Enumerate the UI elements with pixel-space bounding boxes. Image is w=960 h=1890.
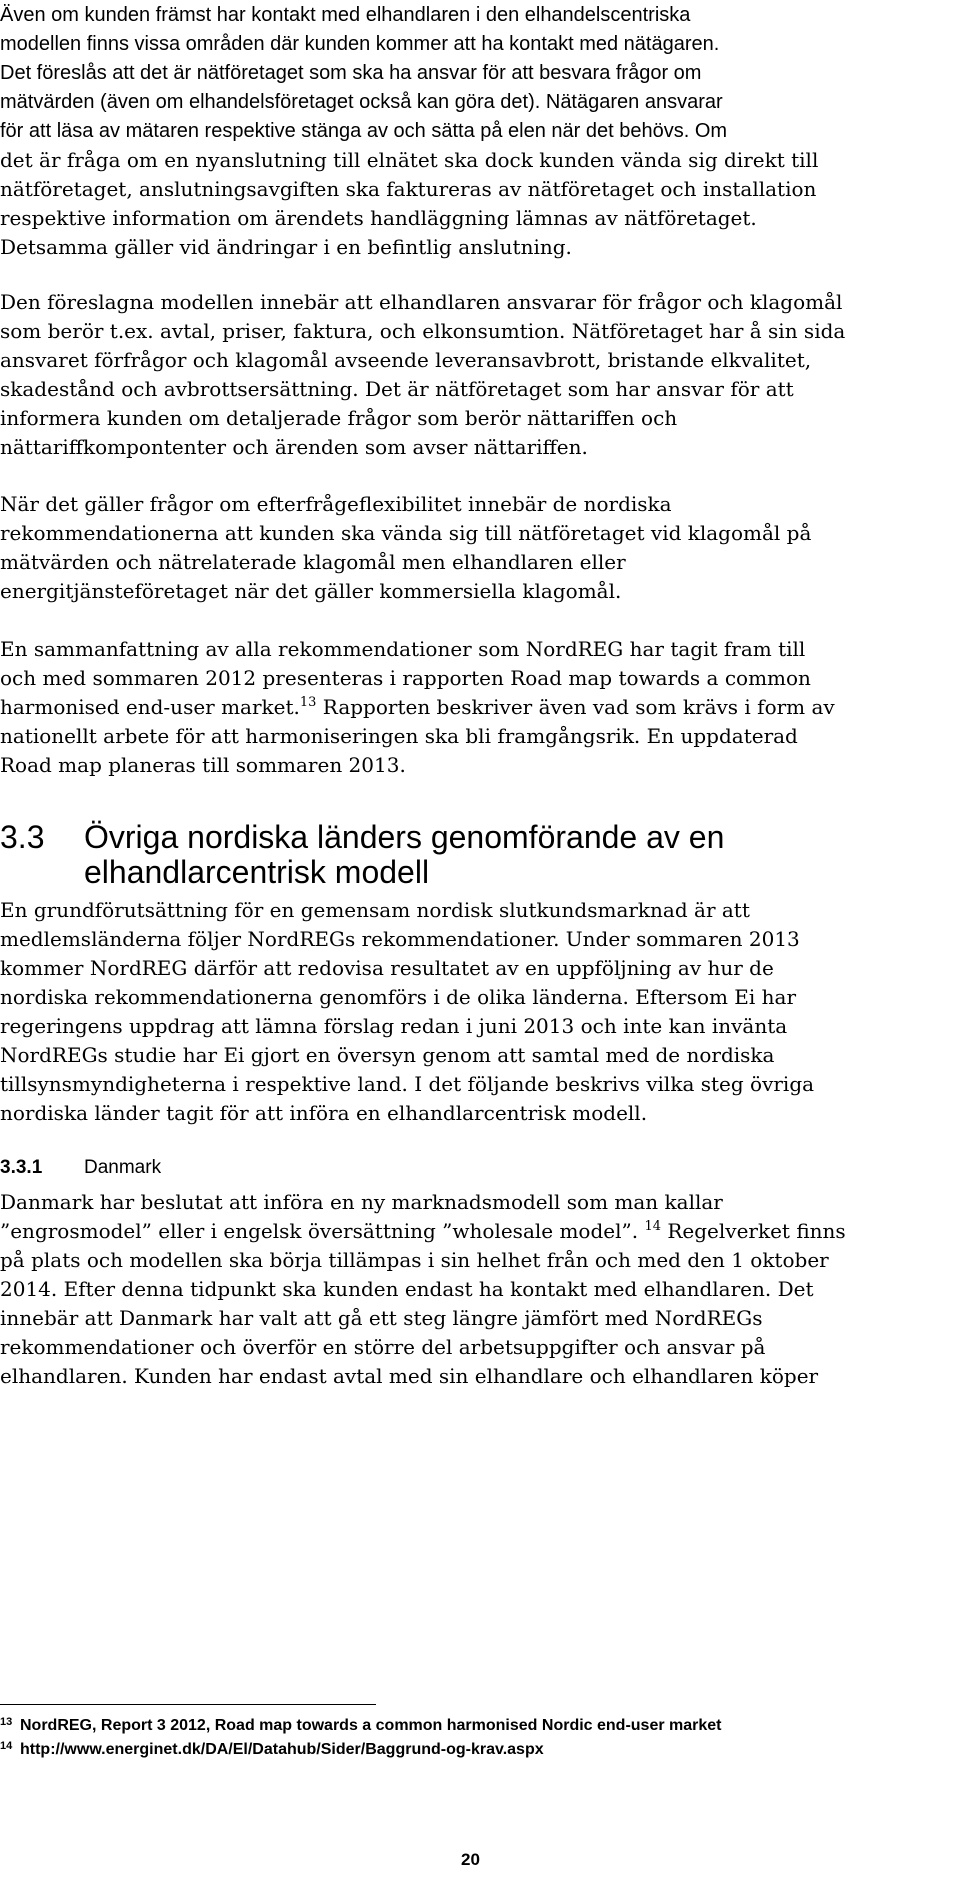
text-line: innebär att Danmark har valt att gå ett steg längre jämfört med NordREGs xyxy=(0,1306,763,1330)
paragraph-denmark xyxy=(0,1188,960,1391)
text-line: Det föreslås att det är nätföretaget som ska ha ansvar för att besvara frågor om xyxy=(0,62,702,84)
text-line: NordREGs studie har Ei gjort en översyn genom att samtal med de nordiska xyxy=(0,1043,775,1067)
text-line: ansvaret förfrågor och klagomål avseende leveransavbrott, bristande elkvalitet, xyxy=(0,348,812,372)
text-line: tillsynsmyndigheterna i respektive land. I det följande beskrivs vilka steg övriga xyxy=(0,1072,815,1096)
text-line: Detsamma gäller vid ändringar i en befintlig anslutning. xyxy=(0,235,572,259)
text-line: kommer NordREG därför att redovisa resultatet av en uppföljning av hur de xyxy=(0,956,774,980)
text-segment: Regelverket finns xyxy=(660,1219,846,1243)
footnote-divider xyxy=(0,1704,376,1705)
footnote-mark: 14 xyxy=(0,1740,13,1752)
paragraph-nordic-overview xyxy=(0,896,960,1128)
text-line: informera kunden om detaljerade frågor som berör nättariffen och xyxy=(0,406,678,430)
footnote-mark: 13 xyxy=(0,1716,13,1728)
text-line: modellen finns vissa områden där kunden kommer att ha kontakt med nätägaren. xyxy=(0,33,720,55)
paragraph-network-owner-responsibility xyxy=(0,1,960,262)
paragraph-demand-flexibility xyxy=(0,490,960,606)
text-segment: ”engrosmodel” eller i engelsk översättning ”wholesale model”. xyxy=(0,1219,645,1243)
text-line: nordiska länder tagit för att införa en elhandlarcentrisk modell. xyxy=(0,1101,648,1125)
text-line: Även om kunden främst har kontakt med elhandlaren i den elhandelscentriska xyxy=(0,4,691,26)
text-line xyxy=(0,1217,960,1246)
subsection-number: 3.3.1 xyxy=(0,1157,43,1178)
subsection-title: Danmark xyxy=(84,1157,162,1178)
text-line: det är fråga om en nyanslutning till elnätet ska dock kunden vända sig direkt till xyxy=(0,148,819,172)
text-line: Road map planeras till sommaren 2013. xyxy=(0,753,406,777)
section-title: elhandlarcentrisk modell xyxy=(84,854,430,890)
footnote-link[interactable]: http://www.energinet.dk/DA/El/Datahub/Sider/Baggrund-og-krav.aspx xyxy=(20,1741,544,1758)
text-line: nationellt arbete för att harmoniseringen ska bli framgångsrik. En uppdaterad xyxy=(0,724,798,748)
text-line: respektive information om ärendets handläggning lämnas av nätföretaget. xyxy=(0,206,757,230)
text-line: När det gäller frågor om efterfrågeflexibilitet innebär de nordiska xyxy=(0,492,672,516)
text-line: En sammanfattning av alla rekommendationer som NordREG har tagit fram till xyxy=(0,637,806,661)
subsection-heading xyxy=(0,1157,161,1179)
text-line: mätvärden och nätrelaterade klagomål men elhandlaren eller xyxy=(0,550,626,574)
footnote-14 xyxy=(0,1740,544,1759)
text-line: skadestånd och avbrottsersättning. Det är nätföretaget som har ansvar för att xyxy=(0,377,794,401)
text-line: elhandlaren. Kunden har endast avtal med sin elhandlare och elhandlaren köper xyxy=(0,1364,819,1388)
text-line: En grundförutsättning för en gemensam nordisk slutkundsmarknad är att xyxy=(0,898,750,922)
text-line: regeringens uppdrag att lämna förslag redan i juni 2013 och inte kan invänta xyxy=(0,1014,788,1038)
text-line: som berör t.ex. avtal, priser, faktura, och elkonsumtion. Nätföretaget har å sin sida xyxy=(0,319,846,343)
text-line: nätföretaget, anslutningsavgiften ska faktureras av nätföretaget och installation xyxy=(0,177,817,201)
section-number: 3.3 xyxy=(0,819,45,855)
text-line: nättariffkompontenter och ärenden som avser nättariffen. xyxy=(0,435,588,459)
text-line xyxy=(0,693,960,722)
text-line: Danmark har beslutat att införa en ny marknadsmodell som man kallar xyxy=(0,1190,723,1214)
text-line: Den föreslagna modellen innebär att elhandlaren ansvarar för frågor och klagomål xyxy=(0,290,843,314)
text-line: 2014. Efter denna tidpunkt ska kunden endast ha kontakt med elhandlaren. Det xyxy=(0,1277,814,1301)
footnote-text: NordREG, Report 3 2012, Road map towards a common harmonised Nordic end-user market xyxy=(20,1717,722,1734)
text-line: mätvärden (även om elhandelsföretaget också kan göra det). Nätägaren ansvarar xyxy=(0,91,723,113)
text-line: nordiska rekommendationerna genomförs i de olika länderna. Eftersom Ei har xyxy=(0,985,797,1009)
text-segment: Rapporten beskriver även vad som krävs i form av xyxy=(316,695,835,719)
footnote-reference[interactable]: 14 xyxy=(644,1219,661,1234)
text-line: på plats och modellen ska börja tillämpas i sin helhet från och med den 1 oktober xyxy=(0,1248,829,1272)
text-segment: harmonised end-user market. xyxy=(0,695,300,719)
text-line: rekommendationer och överför en större del arbetsuppgifter och ansvar på xyxy=(0,1335,766,1359)
footnote-reference[interactable]: 13 xyxy=(299,695,317,710)
text-line: energitjänsteföretaget när det gäller kommersiella klagomål. xyxy=(0,579,622,603)
section-title: Övriga nordiska länders genomförande av en xyxy=(84,819,725,855)
text-line: rekommendationerna att kunden ska vända sig till nätföretaget vid klagomål på xyxy=(0,521,812,545)
text-line: medlemsländerna följer NordREGs rekommendationer. Under sommaren 2013 xyxy=(0,927,800,951)
paragraph-nordreg-summary xyxy=(0,635,960,780)
paragraph-complaint-responsibility xyxy=(0,288,960,462)
footnote-13 xyxy=(0,1716,722,1735)
text-line: för att läsa av mätaren respektive stänga av och sätta på elen när det behövs. Om xyxy=(0,120,728,142)
text-line: och med sommaren 2012 presenteras i rapporten Road map towards a common xyxy=(0,666,811,690)
page-number: 20 xyxy=(461,1850,480,1869)
section-heading-continued xyxy=(84,851,429,893)
